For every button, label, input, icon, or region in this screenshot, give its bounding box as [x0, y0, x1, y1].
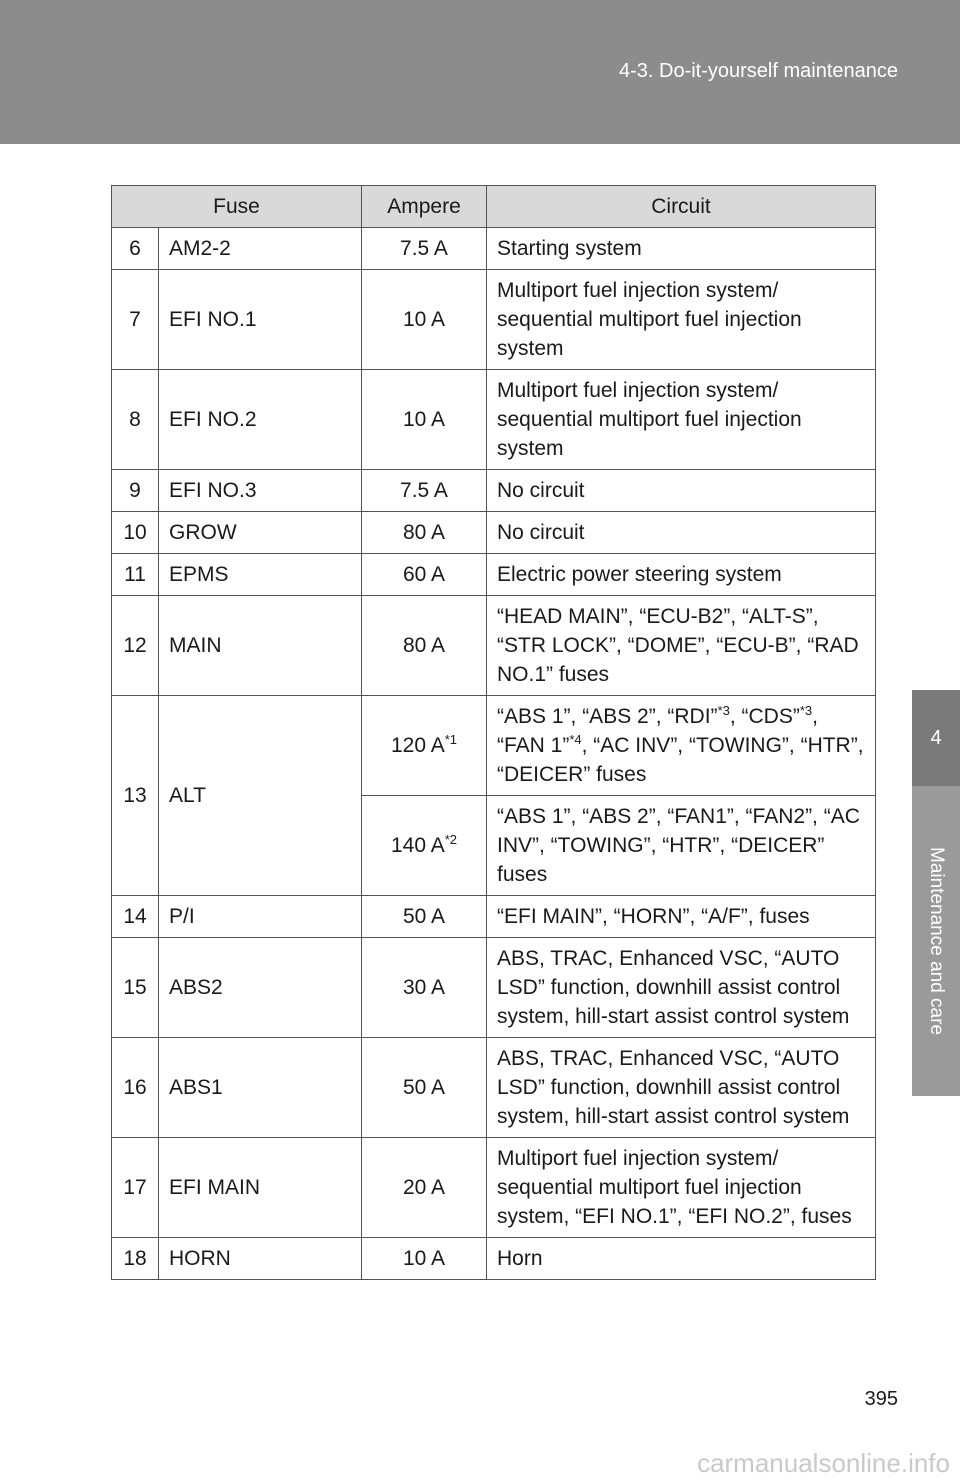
fuse-ampere: 50 A [362, 896, 487, 938]
fuse-ampere: 50 A [362, 1038, 487, 1138]
table-row [112, 270, 876, 370]
section-title: 4-3. Do-it-yourself maintenance [618, 60, 898, 82]
fuse-ampere: 60 A [362, 554, 487, 596]
table-row [112, 1038, 876, 1138]
fuse-circuit: Starting system [487, 228, 876, 270]
page-number: 395 [864, 1388, 898, 1410]
fuse-name: HORN [159, 1238, 362, 1280]
fuse-number: 16 [112, 1038, 159, 1138]
fuse-number: 10 [112, 512, 159, 554]
fuse-name: EFI MAIN [159, 1138, 362, 1238]
table-row [112, 1138, 876, 1238]
table-row [112, 938, 876, 1038]
fuse-name: MAIN [159, 596, 362, 696]
table-row [112, 1238, 876, 1280]
footnote-marker: *1 [444, 732, 458, 747]
chapter-label-tab [912, 786, 960, 1096]
table-row [112, 554, 876, 596]
table-row [112, 470, 876, 512]
chapter-number: 4 [930, 726, 942, 749]
fuse-name: EFI NO.3 [159, 470, 362, 512]
fuse-ampere: 120 $A^{*1}$ [362, 696, 487, 796]
fuse-number: 12 [112, 596, 159, 696]
fuse-circuit: ABS, TRAC, Enhanced VSC, “AUTO LSD” function, downhill assist control system, hill-start assist control system [487, 938, 876, 1038]
fuse-circuit: Multiport fuel injection system/ sequential multiport fuel injection system [487, 370, 876, 470]
table-row [112, 370, 876, 470]
header-fuse: Fuse [112, 186, 362, 228]
fuse-name: EFI NO.1 [159, 270, 362, 370]
fuse-ampere: 80 A [362, 596, 487, 696]
fuse-circuit: Electric power steering system [487, 554, 876, 596]
table-row [112, 896, 876, 938]
fuse-circuit: “EFI MAIN”, “HORN”, “A/F”, fuses [487, 896, 876, 938]
fuse-name: ABS2 [159, 938, 362, 1038]
fuse-number: 13 [112, 696, 159, 896]
fuse-ampere: 80 A [362, 512, 487, 554]
fuse-ampere: 10 A [362, 270, 487, 370]
fuse-ampere: 140 $A^{*2}$ [362, 796, 487, 896]
fuse-circuit: Multiport fuel injection system/ sequential multiport fuel injection system, “EFI NO.1”, “EFI NO.2”, fuses [487, 1138, 876, 1238]
watermark: carmanualsonline.info [697, 1448, 950, 1478]
fuse-number: 11 [112, 554, 159, 596]
table-row [112, 596, 876, 696]
fuse-ampere: 7.5 A [362, 470, 487, 512]
fuse-ampere: 20 A [362, 1138, 487, 1238]
fuse-ampere: 10 A [362, 370, 487, 470]
fuse-number: 8 [112, 370, 159, 470]
footnote-marker: *2 [444, 832, 458, 847]
fuse-circuit: ABS, TRAC, Enhanced VSC, “AUTO LSD” function, downhill assist control system, hill-start assist control system [487, 1038, 876, 1138]
fuse-number: 15 [112, 938, 159, 1038]
table-row [112, 696, 876, 796]
fuse-name: ABS1 [159, 1038, 362, 1138]
fuse-name: EPMS [159, 554, 362, 596]
footnote-marker: *4 [569, 732, 582, 747]
fuse-circuit: No circuit [487, 470, 876, 512]
page-header [0, 0, 960, 144]
fuse-ampere: 7.5 A [362, 228, 487, 270]
fuse-ampere: 10 A [362, 1238, 487, 1280]
header-ampere: Ampere [362, 186, 487, 228]
table-row [112, 512, 876, 554]
fuse-name: ALT [159, 696, 362, 896]
fuse-number: 9 [112, 470, 159, 512]
fuse-name: P/I [159, 896, 362, 938]
header-circuit: Circuit [487, 186, 876, 228]
fuse-circuit: No circuit [487, 512, 876, 554]
fuse-circuit: “ABS 1”, “ABS 2”, “FAN1”, “FAN2”, “AC INV”, “TOWING”, “HTR”, “DEICER” fuses [487, 796, 876, 896]
fuse-circuit: Multiport fuel injection system/ sequential multiport fuel injection system [487, 270, 876, 370]
fuse-name: GROW [159, 512, 362, 554]
fuse-table [111, 185, 876, 1280]
fuse-circuit: “ABS 1”, “ABS 2”, “RDI”$^{*3}$, “CDS”$^{*3}$, “FAN 1”$^{*4}$, “AC INV”, “TOWING”, “HTR”, “DEICER” fuses [487, 696, 876, 796]
fuse-ampere: 30 A [362, 938, 487, 1038]
chapter-tab [912, 690, 960, 786]
footnote-marker: *3 [799, 703, 813, 718]
footnote-marker: *3 [717, 703, 730, 718]
fuse-number: 14 [112, 896, 159, 938]
fuse-circuit: Horn [487, 1238, 876, 1280]
chapter-label: Maintenance and care [926, 846, 947, 1036]
fuse-number: 18 [112, 1238, 159, 1280]
table-body [112, 228, 876, 1280]
fuse-name: AM2-2 [159, 228, 362, 270]
fuse-number: 17 [112, 1138, 159, 1238]
table-header-row [112, 186, 876, 228]
table-row [112, 228, 876, 270]
fuse-number: 7 [112, 270, 159, 370]
fuse-circuit: “HEAD MAIN”, “ECU-B2”, “ALT-S”, “STR LOCK”, “DOME”, “ECU-B”, “RAD NO.1” fuses [487, 596, 876, 696]
fuse-number: 6 [112, 228, 159, 270]
fuse-name: EFI NO.2 [159, 370, 362, 470]
